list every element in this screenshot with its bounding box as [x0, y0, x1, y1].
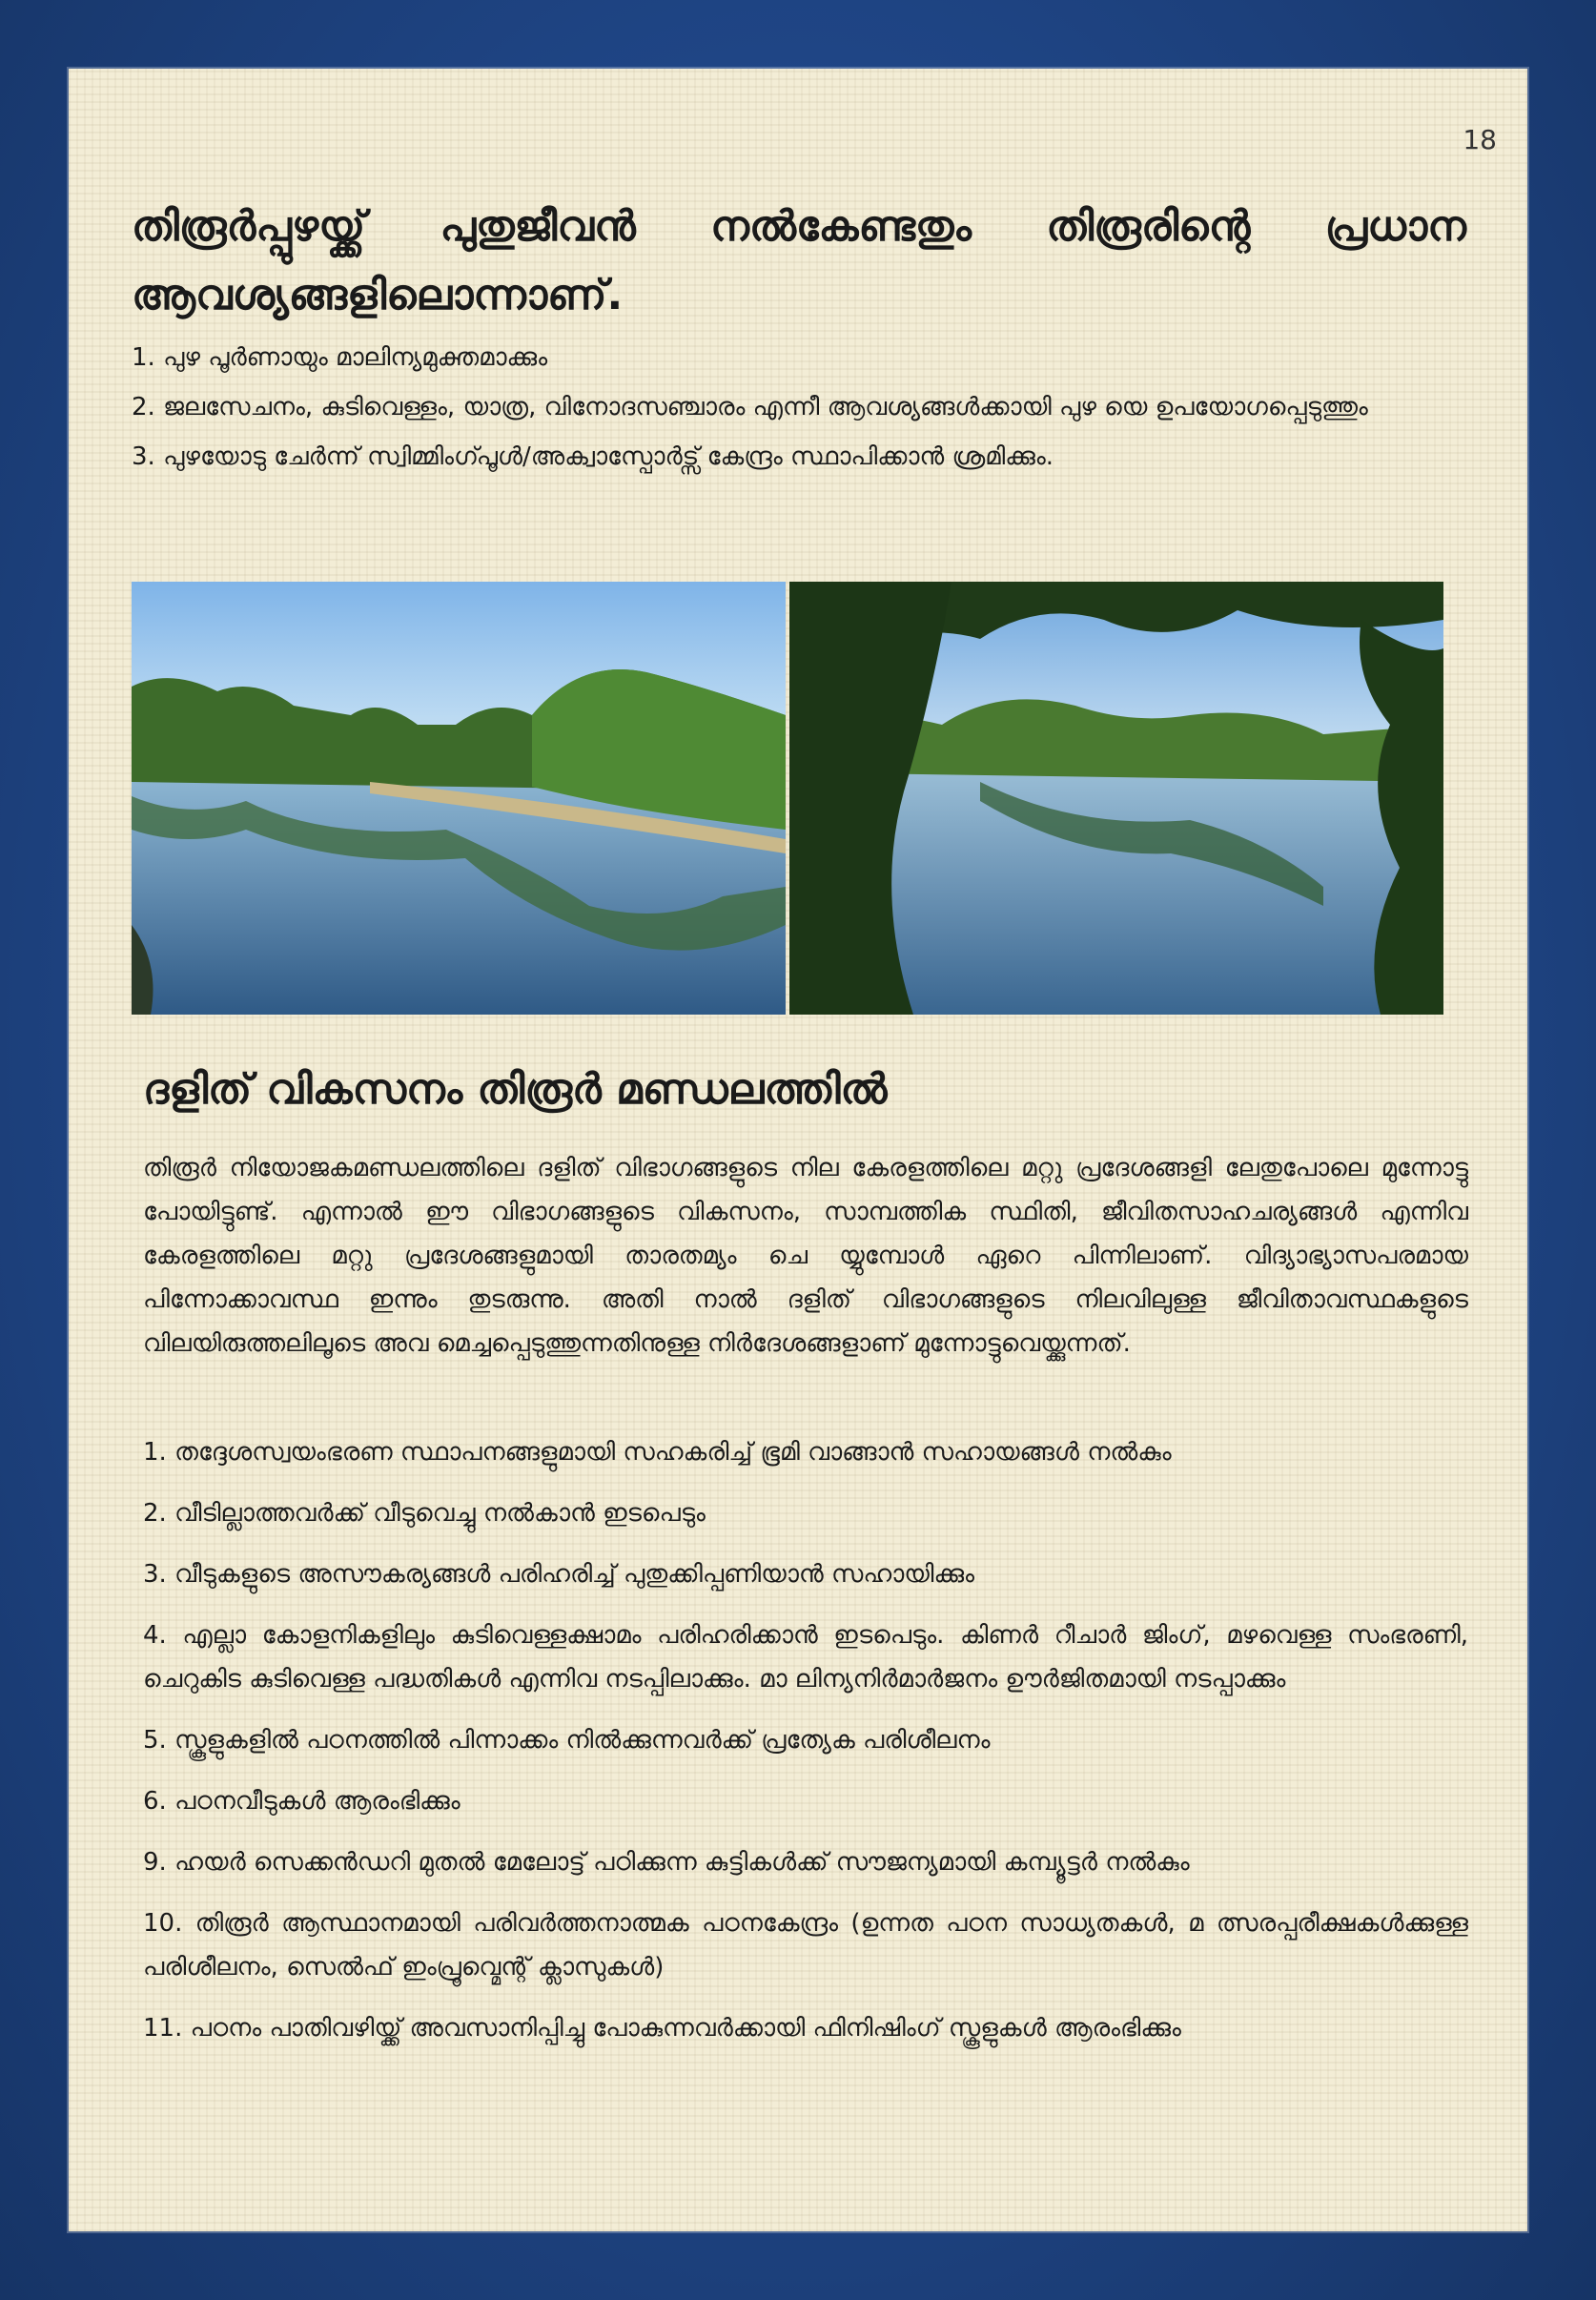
- section2-list: [143, 1430, 1468, 2067]
- list-item: 9. ഹയർ സെക്കൻഡറി മുതൽ മേലോട്ട് പഠിക്കുന്ന കുട്ടികൾക്ക് സൗജന്യമായി കമ്പ്യൂട്ടർ നൽകും: [143, 1848, 1190, 1877]
- list-item: 3. പുഴയോടു ചേർന്ന് സ്വിമ്മിംഗ്പൂൾ/അക്വാസ്പോർട്സ് കേന്ദ്രം സ്ഥാപിക്കാൻ ശ്രമിക്കും.: [132, 442, 1054, 471]
- list-item: 3. വീടുകളുടെ അസൗകര്യങ്ങൾ പരിഹരിച്ച് പുതുക്കിപ്പണിയാൻ സഹായിക്കും: [143, 1560, 975, 1589]
- list-item: 10. തിരൂർ ആസ്ഥാനമായി പരിവർത്തനാത്മക പഠനകേന്ദ്രം (ഉന്നത പഠന സാധ്യതകൾ, മ ത്സരപ്പരീക്ഷകൾക്കുള്ള പരിശീലനം, സെൽഫ് ഇംപ്രൂവ്മെന്റ് ക്ലാസുകൾ): [143, 1909, 1468, 1982]
- list-item: 1. പുഴ പൂർണായും മാലിന്യമുക്തമാക്കും: [132, 343, 548, 372]
- section2-paragraph: തിരൂർ നിയോജകമണ്ഡലത്തിലെ ദളിത് വിഭാഗങ്ങളുടെ നില കേരളത്തിലെ മറ്റു പ്രദേശങ്ങളി ലേതുപോലെ മുന്നോട്ടു പോയിട്ടുണ്ട്. എന്നാൽ ഈ വിഭാഗങ്ങളുടെ വികസനം, സാമ്പത്തിക സ്ഥിതി, ജീവിതസാഹചര്യങ്ങൾ എന്നിവ കേരളത്തിലെ മറ്റു പ്രദേശങ്ങളുമായി താരതമ്യം ചെ യ്യുമ്പോൾ ഏറെ പിന്നിലാണ്. വിദ്യാഭ്യാസപരമായ പിന്നോക്കാവസ്ഥ ഇന്നും തുടരുന്നു. അതി നാൽ ദളിത് വിഭാഗങ്ങളുടെ നിലവിലുള്ള ജീവിതാവസ്ഥകളുടെ വിലയിരുത്തലിലൂടെ അവ മെച്ചപ്പെടുത്തുന്നതിനുള്ള നിർദേശങ്ങളാണ് മുന്നോട്ടുവെയ്ക്കുന്നത്.: [143, 1154, 1468, 1358]
- list-item: 2. വീടില്ലാത്തവർക്ക് വീടുവെച്ചു നൽകാൻ ഇടപെടും: [143, 1499, 706, 1528]
- list-item: 2. ജലസേചനം, കുടിവെള്ളം, യാത്ര, വിനോദസഞ്ചാരം എന്നീ ആവശ്യങ്ങൾക്കായി പുഴ യെ ഉപയോഗപ്പെടുത്തും: [132, 393, 1368, 421]
- section2-heading: ദളിത് വികസനം തിരൂർ മണ്ഡലത്തിൽ: [143, 1065, 888, 1114]
- section1-heading: തിരൂർപ്പുഴയ്ക്ക് പുതുജീവൻ നൽകേണ്ടതും തിരൂരിന്റെ പ്രധാന ആവശ്യങ്ങളിലൊന്നാണ്.: [132, 202, 1466, 319]
- list-item: 5. സ്കൂളുകളിൽ പഠനത്തിൽ പിന്നാക്കം നിൽക്കുന്നവർക്ക് പ്രത്യേക പരിശീലനം: [143, 1726, 991, 1755]
- page-number: 18: [1463, 124, 1497, 155]
- list-item: 4. എല്ലാ കോളനികളിലും കുടിവെള്ളക്ഷാമം പരിഹരിക്കാൻ ഇടപെടും. കിണർ റീചാർ ജിംഗ്, മഴവെള്ള സംഭരണി, ചെറുകിട കുടിവെള്ള പദ്ധതികൾ എന്നിവ നടപ്പിലാക്കും. മാ ലിന്യനിർമാർജനം ഊർജിതമായി നടപ്പാക്കും: [143, 1621, 1468, 1694]
- list-item: 11. പഠനം പാതിവഴിയ്ക്ക് അവസാനിപ്പിച്ചു പോകുന്നവർക്കായി ഫിനിഷിംഗ് സ്കൂളുകൾ ആരംഭിക്കും: [143, 2014, 1181, 2043]
- document-page: [69, 69, 1527, 2231]
- river-photo-right: [789, 582, 1443, 1015]
- list-item: 6. പഠനവീടുകൾ ആരംഭിക്കും: [143, 1787, 460, 1816]
- list-item: 1. തദ്ദേശസ്വയംഭരണ സ്ഥാപനങ്ങളുമായി സഹകരിച്ച് ഭൂമി വാങ്ങാൻ സഹായങ്ങൾ നൽകും: [143, 1438, 1172, 1467]
- section1-list: [132, 336, 1466, 484]
- river-photo-left: [132, 582, 786, 1015]
